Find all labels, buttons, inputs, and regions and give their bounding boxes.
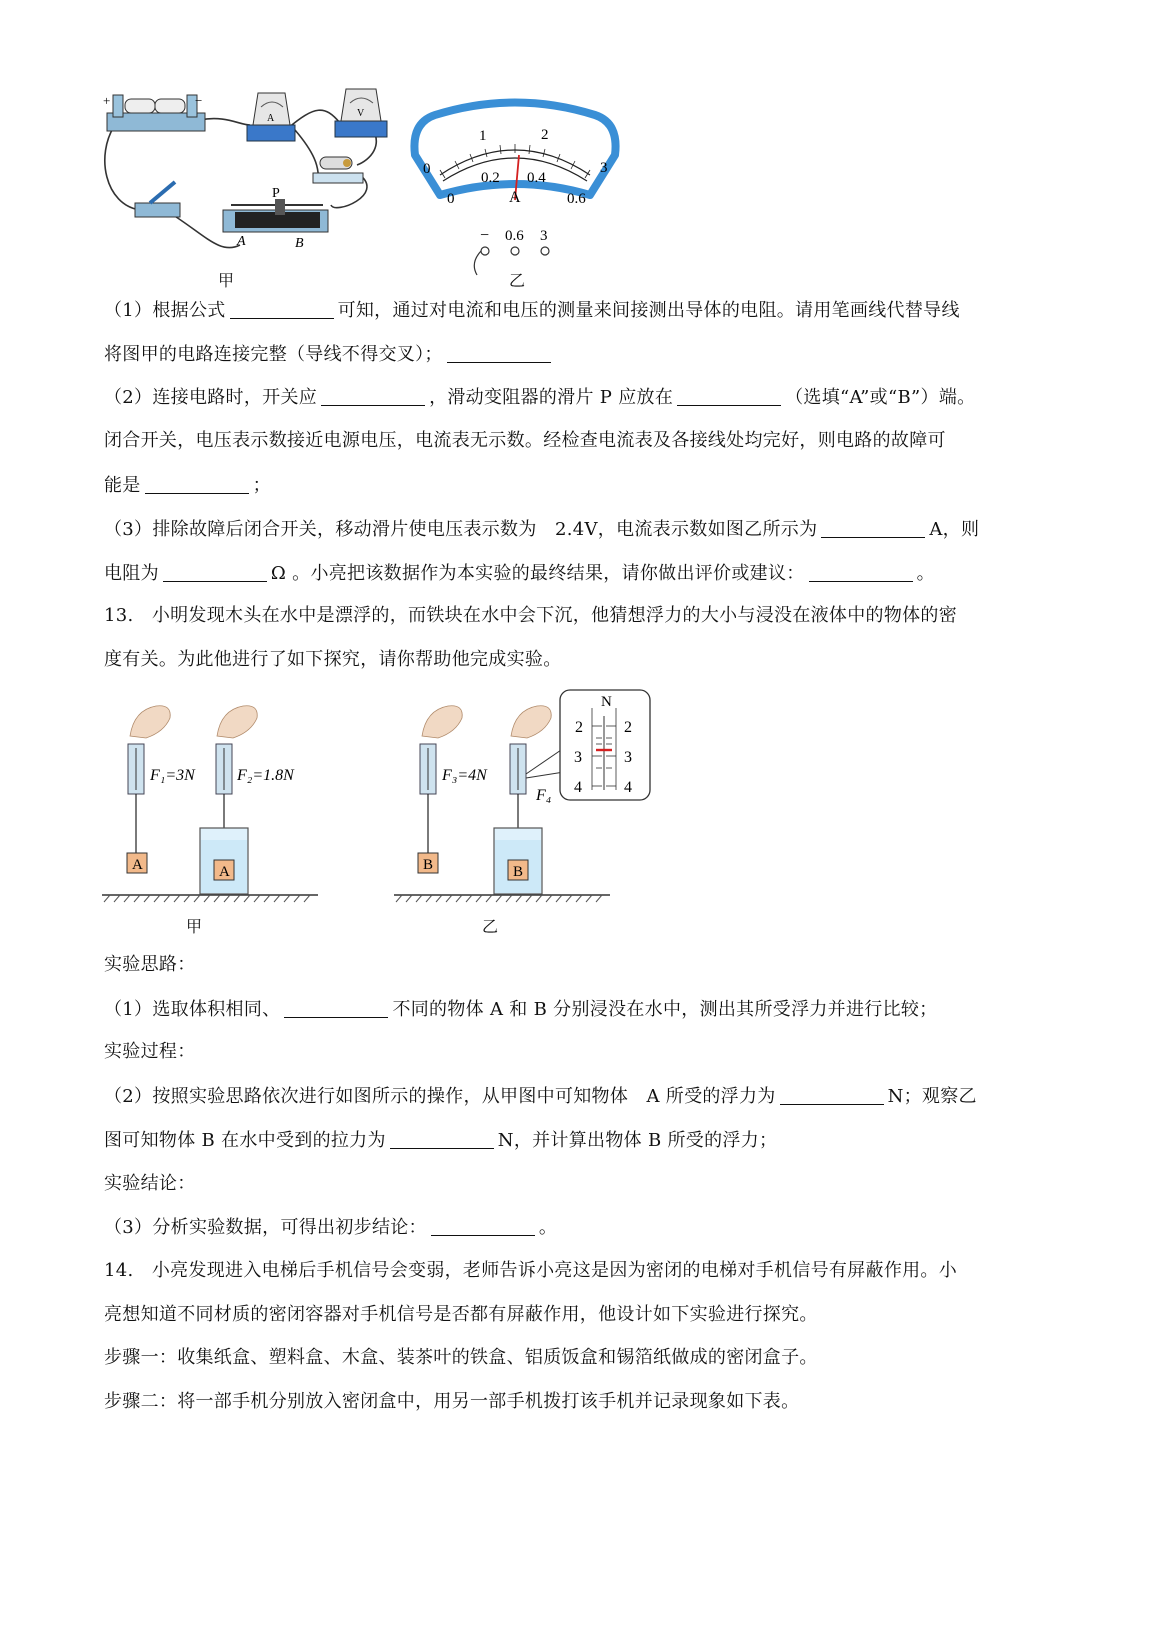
wire-battery-ammeter <box>200 119 250 125</box>
zoom-left-2: 2 <box>575 719 583 736</box>
block-a-label-2: A <box>219 864 230 880</box>
dial-bottom-06: 0.6 <box>567 191 586 207</box>
q13-step3: （3）分析实验数据，可得出初步结论： 。 <box>104 1217 558 1238</box>
q12-part1-line1: （1）根据公式 可知，通过对电流和电压的测量来间接测出导体的电阻。请用笔画线代替导线 <box>104 300 960 321</box>
q12-part1-line2: 将图甲的电路连接完整（导线不得交叉）； <box>104 342 555 367</box>
figure2-caption-yi: 乙 <box>482 917 499 936</box>
q14-step2: 步骤二：将一部手机分别放入密闭盒中，用另一部手机拨打该手机并记录现象如下表。 <box>104 1391 800 1412</box>
dial-bottom-04: 0.4 <box>527 170 546 186</box>
dial-top-0: 0 <box>423 161 431 177</box>
blank-tension-b[interactable] <box>390 1128 494 1149</box>
blank-suggestion[interactable] <box>809 561 913 582</box>
q13-heading-idea: 实验思路： <box>104 954 196 975</box>
ground-left <box>102 895 318 902</box>
blank-formula[interactable] <box>230 298 334 319</box>
q13-intro-line2: 度有关。为此他进行了如下探究，请你帮助他完成实验。 <box>104 649 562 670</box>
dial-bottom-0: 0 <box>447 191 455 207</box>
terminal-06: 0.6 <box>505 228 524 244</box>
q12-part3-line2: 电阻为 Ω 。小亮把该数据作为本实验的最终结果，请你做出评价或建议： 。 <box>104 563 935 584</box>
figure-caption-jia: 甲 <box>218 271 235 290</box>
zoom-left-4: 4 <box>574 779 582 796</box>
zoom-right-4: 4 <box>624 779 632 796</box>
battery-minus-label: − <box>195 93 203 108</box>
dial-unit: A <box>509 189 521 206</box>
blank-current[interactable] <box>821 517 925 538</box>
q12-part3-line1: （3）排除故障后闭合开关，移动滑片使电压表示数为 2.4V，电流表示数如图乙所示为 A，则 <box>104 519 980 540</box>
q14-line1: 14. 小亮发现进入电梯后手机信号会变弱，老师告诉小亮这是因为密闭的电梯对手机信号有屏蔽作用。小 <box>104 1260 958 1281</box>
blank-slider-end[interactable] <box>677 385 781 406</box>
resistor <box>313 157 363 183</box>
blank-buoyancy-a[interactable] <box>780 1084 884 1105</box>
q13-heading-conclusion: 实验结论： <box>104 1173 196 1194</box>
dial-top-3: 3 <box>600 160 608 176</box>
blank-circuit[interactable] <box>447 342 551 363</box>
blank-fault[interactable] <box>145 473 249 494</box>
ammeter-dial <box>414 103 615 201</box>
ammeter-label: A <box>267 113 275 124</box>
q12-part2-line1: （2）连接电路时，开关应 ，滑动变阻器的滑片 P 应放在 （选填“A”或“B”）端。 <box>104 387 976 408</box>
q14-line2: 亮想知道不同材质的密闭容器对手机信号是否都有屏蔽作用，他设计如下实验进行探究。 <box>104 1304 818 1325</box>
dial-top-1: 1 <box>479 128 487 144</box>
voltmeter-label: V <box>357 108 365 119</box>
q13-step2-line2: 图可知物体 B 在水中受到的拉力为 N，并计算出物体 B 所受的浮力； <box>104 1130 778 1151</box>
blank-resistance[interactable] <box>163 561 267 582</box>
terminal-3: 3 <box>540 228 548 244</box>
blank-conclusion[interactable] <box>431 1215 535 1236</box>
block-b-label-2: B <box>513 864 524 880</box>
label-f4: F₄ <box>536 787 552 804</box>
figure-caption-yi: 乙 <box>509 271 526 290</box>
label-f3: F₃=4N <box>442 767 487 784</box>
block-b-label-1: B <box>423 857 434 873</box>
battery-plus-label: + <box>103 93 111 108</box>
q12-part2-line2: 闭合开关，电压表示数接近电源电压，电流表无示数。经检查电流表及各接线处均完好，则电路的故障可 <box>104 430 946 451</box>
label-f2: F₂=1.8N <box>237 767 294 784</box>
figure2-caption-jia: 甲 <box>186 917 203 936</box>
rheostat <box>223 199 328 232</box>
buoyancy-figure <box>98 688 658 913</box>
q14-step1: 步骤一：收集纸盒、塑料盒、木盒、装茶叶的铁盒、铝质饭盒和锡箔纸做成的密闭盒子。 <box>104 1347 818 1368</box>
terminal-a-label: A <box>237 234 246 249</box>
circuit-figure <box>95 85 655 290</box>
q13-step2-line1: （2）按照实验思路依次进行如图所示的操作，从甲图中可知物体 A 所受的浮力为 N；观察乙 <box>104 1086 977 1107</box>
q13-intro-line1: 13. 小明发现木头在水中是漂浮的，而铁块在水中会下沉，他猜想浮力的大小与浸没在液体中的物体的密 <box>104 605 958 626</box>
blank-switch-state[interactable] <box>321 385 425 406</box>
spring-scale-3 <box>418 706 462 873</box>
battery-box <box>107 95 205 131</box>
switch <box>135 182 180 217</box>
label-f1: F₁=3N <box>150 767 195 784</box>
slider-p-label: P <box>272 186 280 201</box>
zoom-right-3: 3 <box>624 749 632 766</box>
zoom-right-2: 2 <box>624 719 632 736</box>
blank-density[interactable] <box>284 997 388 1018</box>
zoom-unit: N <box>601 694 612 710</box>
terminal-b-label: B <box>295 236 304 251</box>
ground-right <box>394 895 610 902</box>
zoom-left-3: 3 <box>574 749 582 766</box>
block-a-label-1: A <box>132 857 143 873</box>
wire-battery-switch <box>105 125 140 210</box>
q13-heading-process: 实验过程： <box>104 1041 196 1062</box>
q12-part2-line3: 能是 ； <box>104 475 271 496</box>
spring-scale-1 <box>127 706 170 873</box>
terminal-minus: − <box>480 227 490 244</box>
dial-top-2: 2 <box>541 127 549 143</box>
q13-step1: （1）选取体积相同、 不同的物体 A 和 B 分别浸没在水中，测出其所受浮力并进行比较； <box>104 999 938 1020</box>
wire-ammeter-resistor <box>295 130 320 177</box>
dial-bottom-02: 0.2 <box>481 170 500 186</box>
